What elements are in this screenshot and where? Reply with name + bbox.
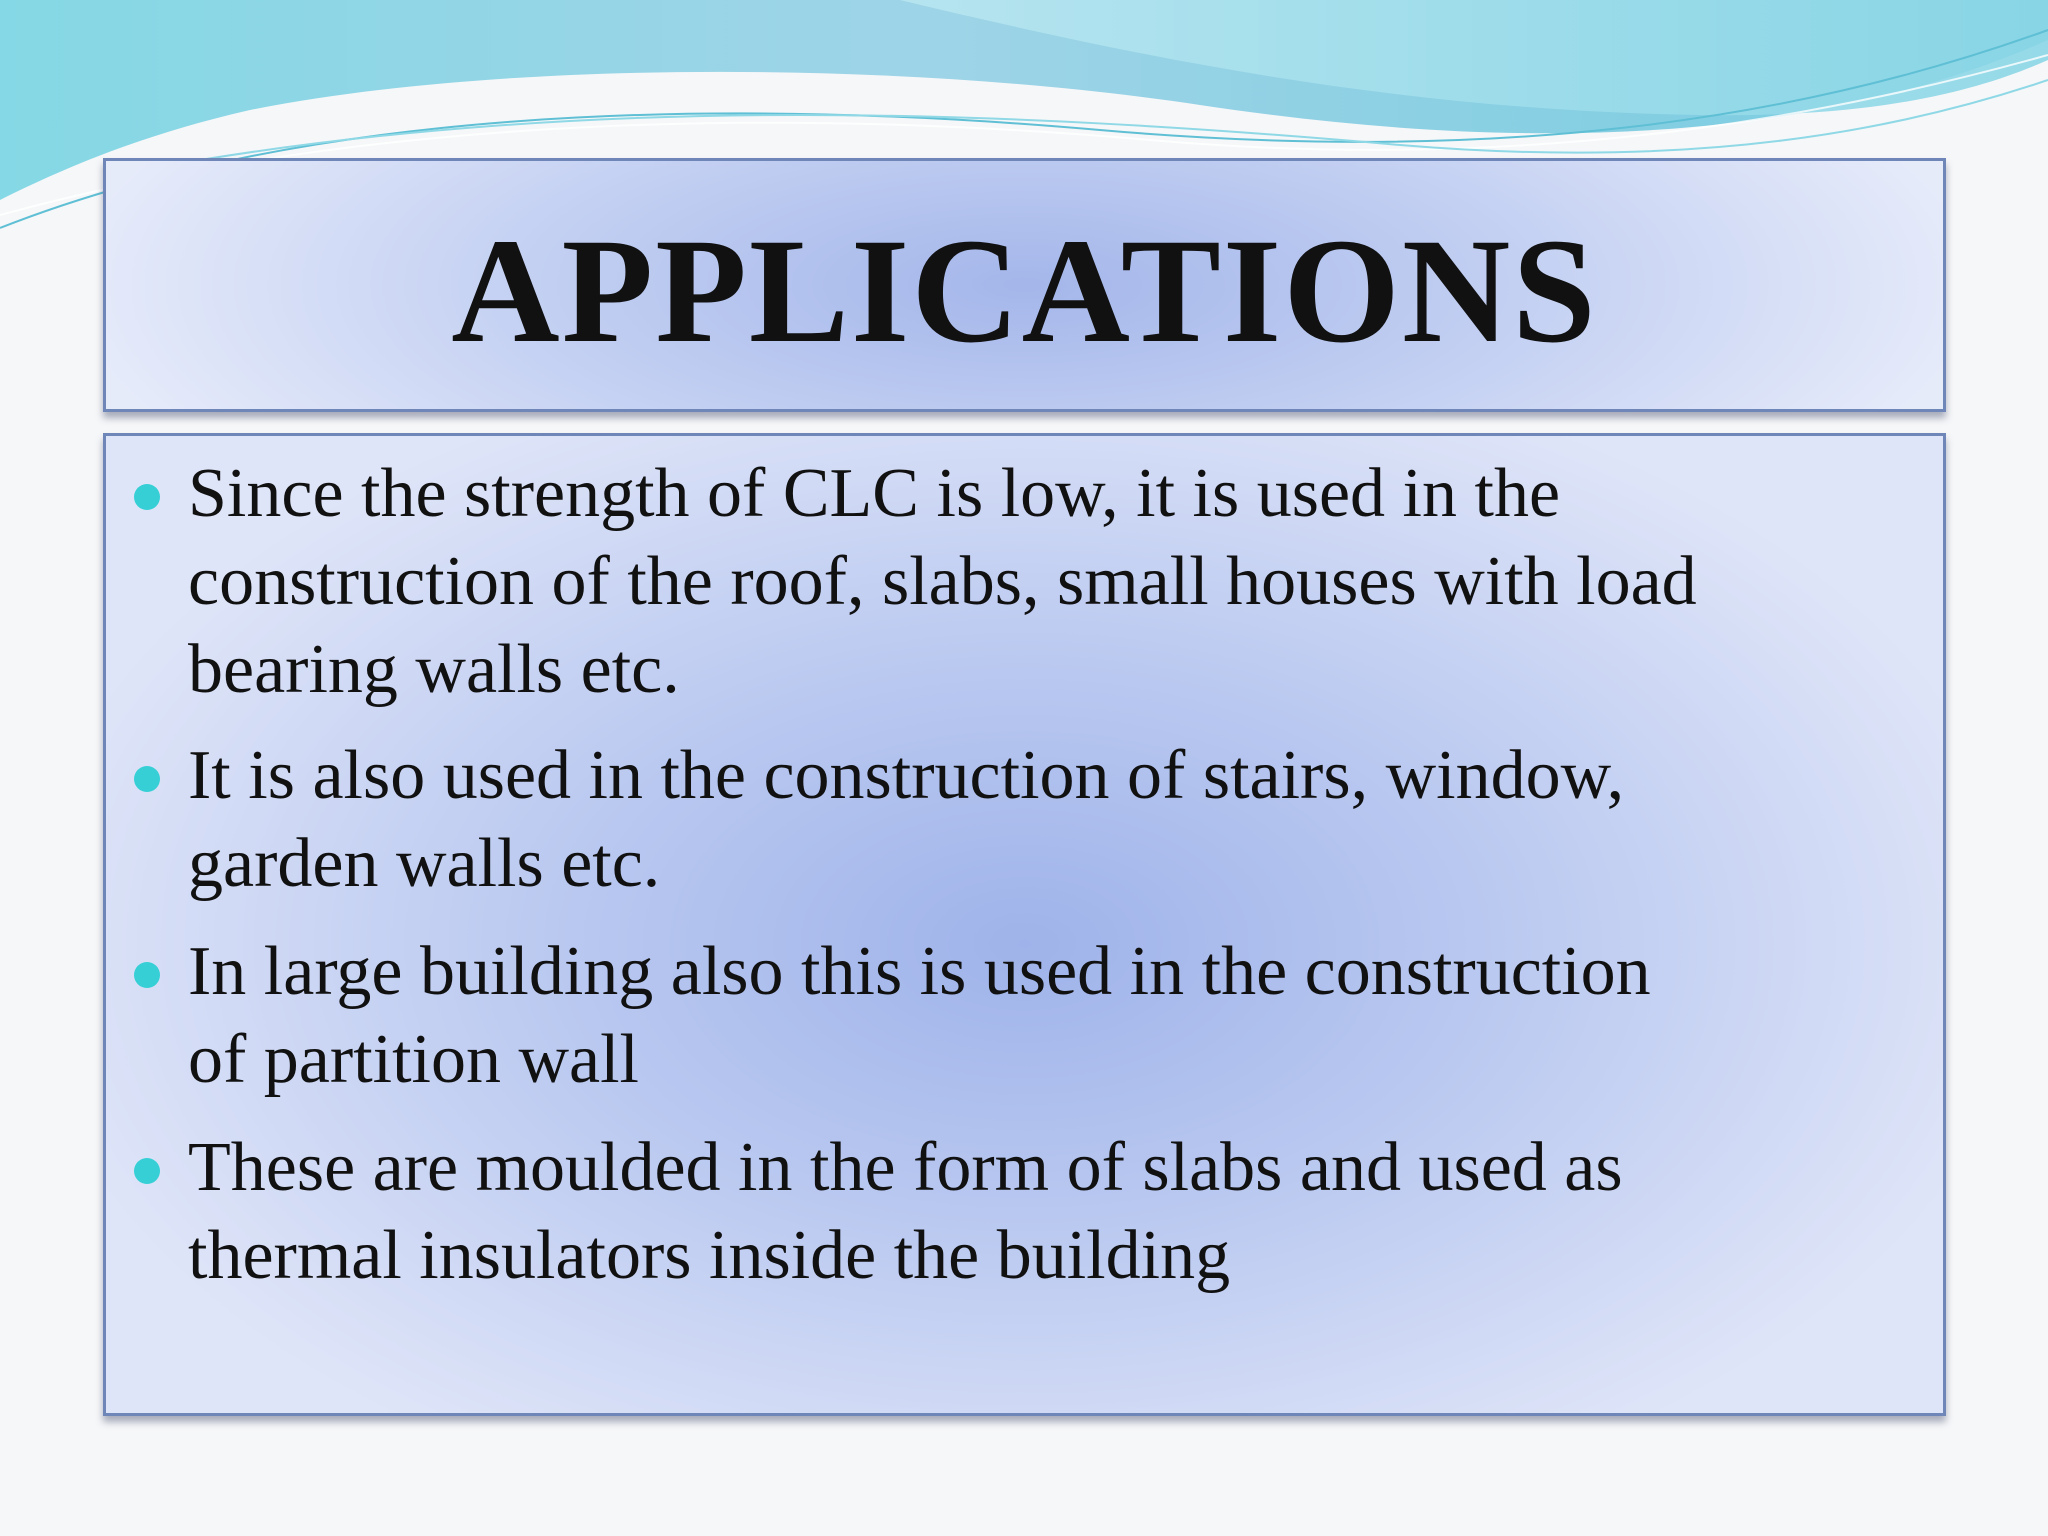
round-bullet-icon xyxy=(134,766,160,792)
bullet-text: In large building also this is used in the construction of partition wall xyxy=(188,933,1651,1098)
round-bullet-icon xyxy=(134,962,160,988)
slide-title: APPLICATIONS xyxy=(451,208,1598,374)
round-bullet-icon xyxy=(134,1158,160,1184)
bullet-text: These are moulded in the form of slabs and used as thermal insulators inside the building xyxy=(188,1129,1623,1294)
title-panel xyxy=(103,158,1946,412)
round-bullet-icon xyxy=(134,484,160,510)
bullet-text: It is also used in the construction of stairs, window, garden walls etc. xyxy=(188,737,1625,902)
bullet-text: Since the strength of CLC is low, it is used in the construction of the roof, slabs, small houses with load bearing walls etc. xyxy=(188,455,1697,708)
content-panel xyxy=(103,433,1946,1416)
